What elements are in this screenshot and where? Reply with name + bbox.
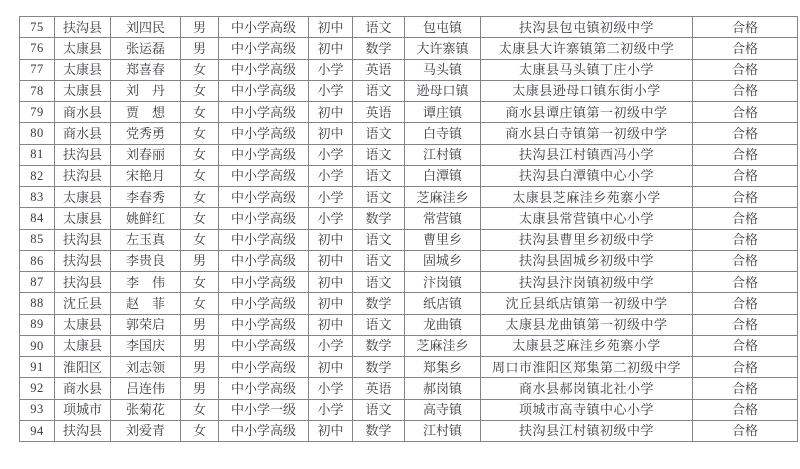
- cell-result: 合格: [693, 80, 798, 101]
- cell-result: 合格: [693, 420, 798, 441]
- table-row: [20, 123, 798, 144]
- cell-town: 江村镇: [405, 144, 481, 165]
- cell-school: 扶沟县固城乡初级中学: [481, 250, 693, 271]
- cell-school-stage: 初中: [309, 314, 353, 335]
- cell-subject: 英语: [353, 59, 405, 80]
- cell-town: 纸店镇: [405, 293, 481, 314]
- cell-row-number: 86: [20, 250, 55, 271]
- cell-subject: 数学: [353, 293, 405, 314]
- cell-result: 合格: [693, 250, 798, 271]
- table-row: [20, 314, 798, 335]
- cell-subject: 语文: [353, 17, 405, 38]
- cell-name: 李国庆: [111, 335, 181, 356]
- cell-county: 商水县: [55, 102, 111, 123]
- cell-county: 太康县: [55, 59, 111, 80]
- cell-school: 项城市高寺镇中心小学: [481, 399, 693, 420]
- cell-school-stage: 小学: [309, 80, 353, 101]
- cell-school-stage: 初中: [309, 229, 353, 250]
- cell-school: 扶沟县包屯镇初级中学: [481, 17, 693, 38]
- cell-gender: 男: [181, 250, 219, 271]
- cell-title-level: 中小学高级: [219, 123, 309, 144]
- cell-school: 沈丘县纸店镇第一初级中学: [481, 293, 693, 314]
- cell-title-level: 中小学高级: [219, 38, 309, 59]
- cell-county: 扶沟县: [55, 420, 111, 441]
- cell-school-stage: 小学: [309, 59, 353, 80]
- cell-school: 太康县芝麻洼乡苑寨小学: [481, 187, 693, 208]
- cell-title-level: 中小学高级: [219, 80, 309, 101]
- cell-gender: 女: [181, 293, 219, 314]
- cell-school: 太康县芝麻洼乡苑寨小学: [481, 335, 693, 356]
- teacher-roster-table: [19, 16, 798, 442]
- cell-county: 太康县: [55, 208, 111, 229]
- table-row: [20, 399, 798, 420]
- cell-school-stage: 小学: [309, 335, 353, 356]
- cell-gender: 男: [181, 314, 219, 335]
- cell-name: 左玉真: [111, 229, 181, 250]
- cell-result: 合格: [693, 165, 798, 186]
- cell-result: 合格: [693, 59, 798, 80]
- cell-school-stage: 小学: [309, 208, 353, 229]
- cell-row-number: 92: [20, 378, 55, 399]
- cell-title-level: 中小学高级: [219, 187, 309, 208]
- cell-school-stage: 小学: [309, 399, 353, 420]
- cell-gender: 男: [181, 335, 219, 356]
- cell-title-level: 中小学高级: [219, 165, 309, 186]
- cell-school: 扶沟县汴岗镇初级中学: [481, 272, 693, 293]
- cell-county: 太康县: [55, 314, 111, 335]
- cell-county: 商水县: [55, 123, 111, 144]
- cell-title-level: 中小学高级: [219, 293, 309, 314]
- cell-name: 党秀勇: [111, 123, 181, 144]
- cell-school-stage: 小学: [309, 165, 353, 186]
- cell-name: 李贵良: [111, 250, 181, 271]
- cell-school-stage: 小学: [309, 144, 353, 165]
- cell-gender: 女: [181, 208, 219, 229]
- cell-school: 太康县常营镇中心小学: [481, 208, 693, 229]
- cell-title-level: 中小学高级: [219, 208, 309, 229]
- cell-row-number: 85: [20, 229, 55, 250]
- cell-row-number: 77: [20, 59, 55, 80]
- cell-subject: 语文: [353, 80, 405, 101]
- cell-gender: 女: [181, 165, 219, 186]
- cell-title-level: 中小学高级: [219, 272, 309, 293]
- cell-row-number: 82: [20, 165, 55, 186]
- cell-row-number: 89: [20, 314, 55, 335]
- cell-result: 合格: [693, 314, 798, 335]
- cell-row-number: 80: [20, 123, 55, 144]
- cell-county: 太康县: [55, 80, 111, 101]
- cell-gender: 女: [181, 187, 219, 208]
- table-row: [20, 59, 798, 80]
- cell-school: 商水县谭庄镇第一初级中学: [481, 102, 693, 123]
- table-row: [20, 357, 798, 378]
- cell-title-level: 中小学高级: [219, 102, 309, 123]
- table-row: [20, 250, 798, 271]
- cell-name: 赵 菲: [111, 293, 181, 314]
- table-row: [20, 187, 798, 208]
- cell-county: 太康县: [55, 335, 111, 356]
- table-row: [20, 80, 798, 101]
- cell-county: 扶沟县: [55, 272, 111, 293]
- cell-town: 江村镇: [405, 420, 481, 441]
- cell-title-level: 中小学一级: [219, 399, 309, 420]
- cell-result: 合格: [693, 378, 798, 399]
- cell-gender: 女: [181, 80, 219, 101]
- cell-result: 合格: [693, 399, 798, 420]
- cell-school: 太康县马头镇丁庄小学: [481, 59, 693, 80]
- cell-name: 刘春丽: [111, 144, 181, 165]
- cell-subject: 数学: [353, 335, 405, 356]
- cell-town: 高寺镇: [405, 399, 481, 420]
- cell-subject: 英语: [353, 102, 405, 123]
- cell-town: 逊母口镇: [405, 80, 481, 101]
- cell-school: 太康县逊母口镇东街小学: [481, 80, 693, 101]
- cell-gender: 男: [181, 38, 219, 59]
- cell-row-number: 83: [20, 187, 55, 208]
- cell-town: 常营镇: [405, 208, 481, 229]
- table-row: [20, 208, 798, 229]
- cell-school: 周口市淮阳区郑集第二初级中学: [481, 357, 693, 378]
- cell-gender: 女: [181, 272, 219, 293]
- cell-county: 扶沟县: [55, 229, 111, 250]
- cell-title-level: 中小学高级: [219, 420, 309, 441]
- cell-title-level: 中小学高级: [219, 144, 309, 165]
- cell-subject: 数学: [353, 208, 405, 229]
- cell-county: 扶沟县: [55, 165, 111, 186]
- cell-gender: 男: [181, 357, 219, 378]
- cell-subject: 语文: [353, 187, 405, 208]
- cell-row-number: 93: [20, 399, 55, 420]
- cell-title-level: 中小学高级: [219, 335, 309, 356]
- cell-town: 固城乡: [405, 250, 481, 271]
- cell-town: 汴岗镇: [405, 272, 481, 293]
- cell-name: 李春秀: [111, 187, 181, 208]
- cell-school-stage: 初中: [309, 17, 353, 38]
- cell-result: 合格: [693, 229, 798, 250]
- cell-row-number: 76: [20, 38, 55, 59]
- cell-gender: 女: [181, 229, 219, 250]
- cell-name: 张菊花: [111, 399, 181, 420]
- cell-subject: 语文: [353, 250, 405, 271]
- cell-name: 宋艳月: [111, 165, 181, 186]
- cell-result: 合格: [693, 187, 798, 208]
- cell-name: 郭荣启: [111, 314, 181, 335]
- cell-name: 刘志领: [111, 357, 181, 378]
- cell-result: 合格: [693, 335, 798, 356]
- cell-gender: 男: [181, 17, 219, 38]
- table-row: [20, 272, 798, 293]
- cell-school: 商水县白寺镇第一初级中学: [481, 123, 693, 144]
- cell-school: 太康县大许寨镇第二初级中学: [481, 38, 693, 59]
- cell-school-stage: 初中: [309, 102, 353, 123]
- table-row: [20, 293, 798, 314]
- cell-subject: 语文: [353, 229, 405, 250]
- cell-result: 合格: [693, 38, 798, 59]
- cell-result: 合格: [693, 272, 798, 293]
- cell-county: 沈丘县: [55, 293, 111, 314]
- table-row: [20, 420, 798, 441]
- cell-row-number: 88: [20, 293, 55, 314]
- cell-row-number: 94: [20, 420, 55, 441]
- cell-school: 太康县龙曲镇第一初级中学: [481, 314, 693, 335]
- cell-row-number: 81: [20, 144, 55, 165]
- cell-gender: 女: [181, 102, 219, 123]
- cell-county: 太康县: [55, 38, 111, 59]
- cell-gender: 女: [181, 59, 219, 80]
- cell-county: 项城市: [55, 399, 111, 420]
- cell-title-level: 中小学高级: [219, 357, 309, 378]
- cell-subject: 语文: [353, 123, 405, 144]
- cell-town: 马头镇: [405, 59, 481, 80]
- table-row: [20, 144, 798, 165]
- cell-result: 合格: [693, 123, 798, 144]
- cell-gender: 女: [181, 144, 219, 165]
- cell-row-number: 90: [20, 335, 55, 356]
- cell-name: 刘爱青: [111, 420, 181, 441]
- cell-county: 商水县: [55, 378, 111, 399]
- cell-county: 扶沟县: [55, 250, 111, 271]
- cell-result: 合格: [693, 102, 798, 123]
- cell-row-number: 75: [20, 17, 55, 38]
- cell-result: 合格: [693, 144, 798, 165]
- cell-school: 扶沟县曹里乡初级中学: [481, 229, 693, 250]
- cell-school-stage: 初中: [309, 293, 353, 314]
- cell-title-level: 中小学高级: [219, 229, 309, 250]
- cell-name: 姚鲜红: [111, 208, 181, 229]
- table-row: [20, 229, 798, 250]
- cell-town: 包屯镇: [405, 17, 481, 38]
- cell-school: 扶沟县江村镇西冯小学: [481, 144, 693, 165]
- table-row: [20, 165, 798, 186]
- cell-name: 刘四民: [111, 17, 181, 38]
- cell-name: 吕连伟: [111, 378, 181, 399]
- cell-title-level: 中小学高级: [219, 378, 309, 399]
- cell-subject: 语文: [353, 144, 405, 165]
- cell-school: 扶沟县江村镇初级中学: [481, 420, 693, 441]
- cell-school: 扶沟县白潭镇中心小学: [481, 165, 693, 186]
- cell-town: 芝麻洼乡: [405, 335, 481, 356]
- cell-row-number: 78: [20, 80, 55, 101]
- cell-school: 商水县郝岗镇北社小学: [481, 378, 693, 399]
- cell-school-stage: 小学: [309, 378, 353, 399]
- cell-school-stage: 初中: [309, 357, 353, 378]
- table-row: [20, 38, 798, 59]
- cell-row-number: 84: [20, 208, 55, 229]
- cell-town: 郑集乡: [405, 357, 481, 378]
- cell-town: 谭庄镇: [405, 102, 481, 123]
- cell-subject: 数学: [353, 357, 405, 378]
- cell-subject: 数学: [353, 38, 405, 59]
- cell-result: 合格: [693, 208, 798, 229]
- cell-gender: 男: [181, 378, 219, 399]
- cell-school-stage: 初中: [309, 420, 353, 441]
- cell-town: 白潭镇: [405, 165, 481, 186]
- cell-row-number: 87: [20, 272, 55, 293]
- cell-subject: 语文: [353, 399, 405, 420]
- cell-school-stage: 小学: [309, 187, 353, 208]
- cell-name: 贾 想: [111, 102, 181, 123]
- cell-gender: 女: [181, 399, 219, 420]
- cell-subject: 语文: [353, 272, 405, 293]
- table-row: [20, 378, 798, 399]
- cell-name: 郑喜春: [111, 59, 181, 80]
- cell-county: 扶沟县: [55, 17, 111, 38]
- cell-town: 白寺镇: [405, 123, 481, 144]
- table-row: [20, 102, 798, 123]
- cell-county: 淮阳区: [55, 357, 111, 378]
- table-body: [20, 17, 798, 442]
- cell-town: 龙曲镇: [405, 314, 481, 335]
- cell-result: 合格: [693, 357, 798, 378]
- cell-town: 曹里乡: [405, 229, 481, 250]
- cell-gender: 女: [181, 420, 219, 441]
- cell-title-level: 中小学高级: [219, 314, 309, 335]
- cell-town: 芝麻洼乡: [405, 187, 481, 208]
- cell-title-level: 中小学高级: [219, 250, 309, 271]
- cell-town: 郝岗镇: [405, 378, 481, 399]
- cell-title-level: 中小学高级: [219, 17, 309, 38]
- cell-school-stage: 初中: [309, 272, 353, 293]
- cell-name: 张运磊: [111, 38, 181, 59]
- cell-school-stage: 初中: [309, 250, 353, 271]
- table-row: [20, 17, 798, 38]
- cell-subject: 语文: [353, 314, 405, 335]
- cell-subject: 语文: [353, 165, 405, 186]
- cell-school-stage: 初中: [309, 123, 353, 144]
- cell-county: 扶沟县: [55, 144, 111, 165]
- cell-row-number: 91: [20, 357, 55, 378]
- cell-name: 李 伟: [111, 272, 181, 293]
- cell-town: 大许寨镇: [405, 38, 481, 59]
- cell-result: 合格: [693, 293, 798, 314]
- cell-school-stage: 初中: [309, 38, 353, 59]
- cell-row-number: 79: [20, 102, 55, 123]
- table-row: [20, 335, 798, 356]
- cell-gender: 女: [181, 123, 219, 144]
- cell-name: 刘 丹: [111, 80, 181, 101]
- cell-subject: 英语: [353, 378, 405, 399]
- cell-title-level: 中小学高级: [219, 59, 309, 80]
- cell-county: 太康县: [55, 187, 111, 208]
- cell-result: 合格: [693, 17, 798, 38]
- cell-subject: 数学: [353, 420, 405, 441]
